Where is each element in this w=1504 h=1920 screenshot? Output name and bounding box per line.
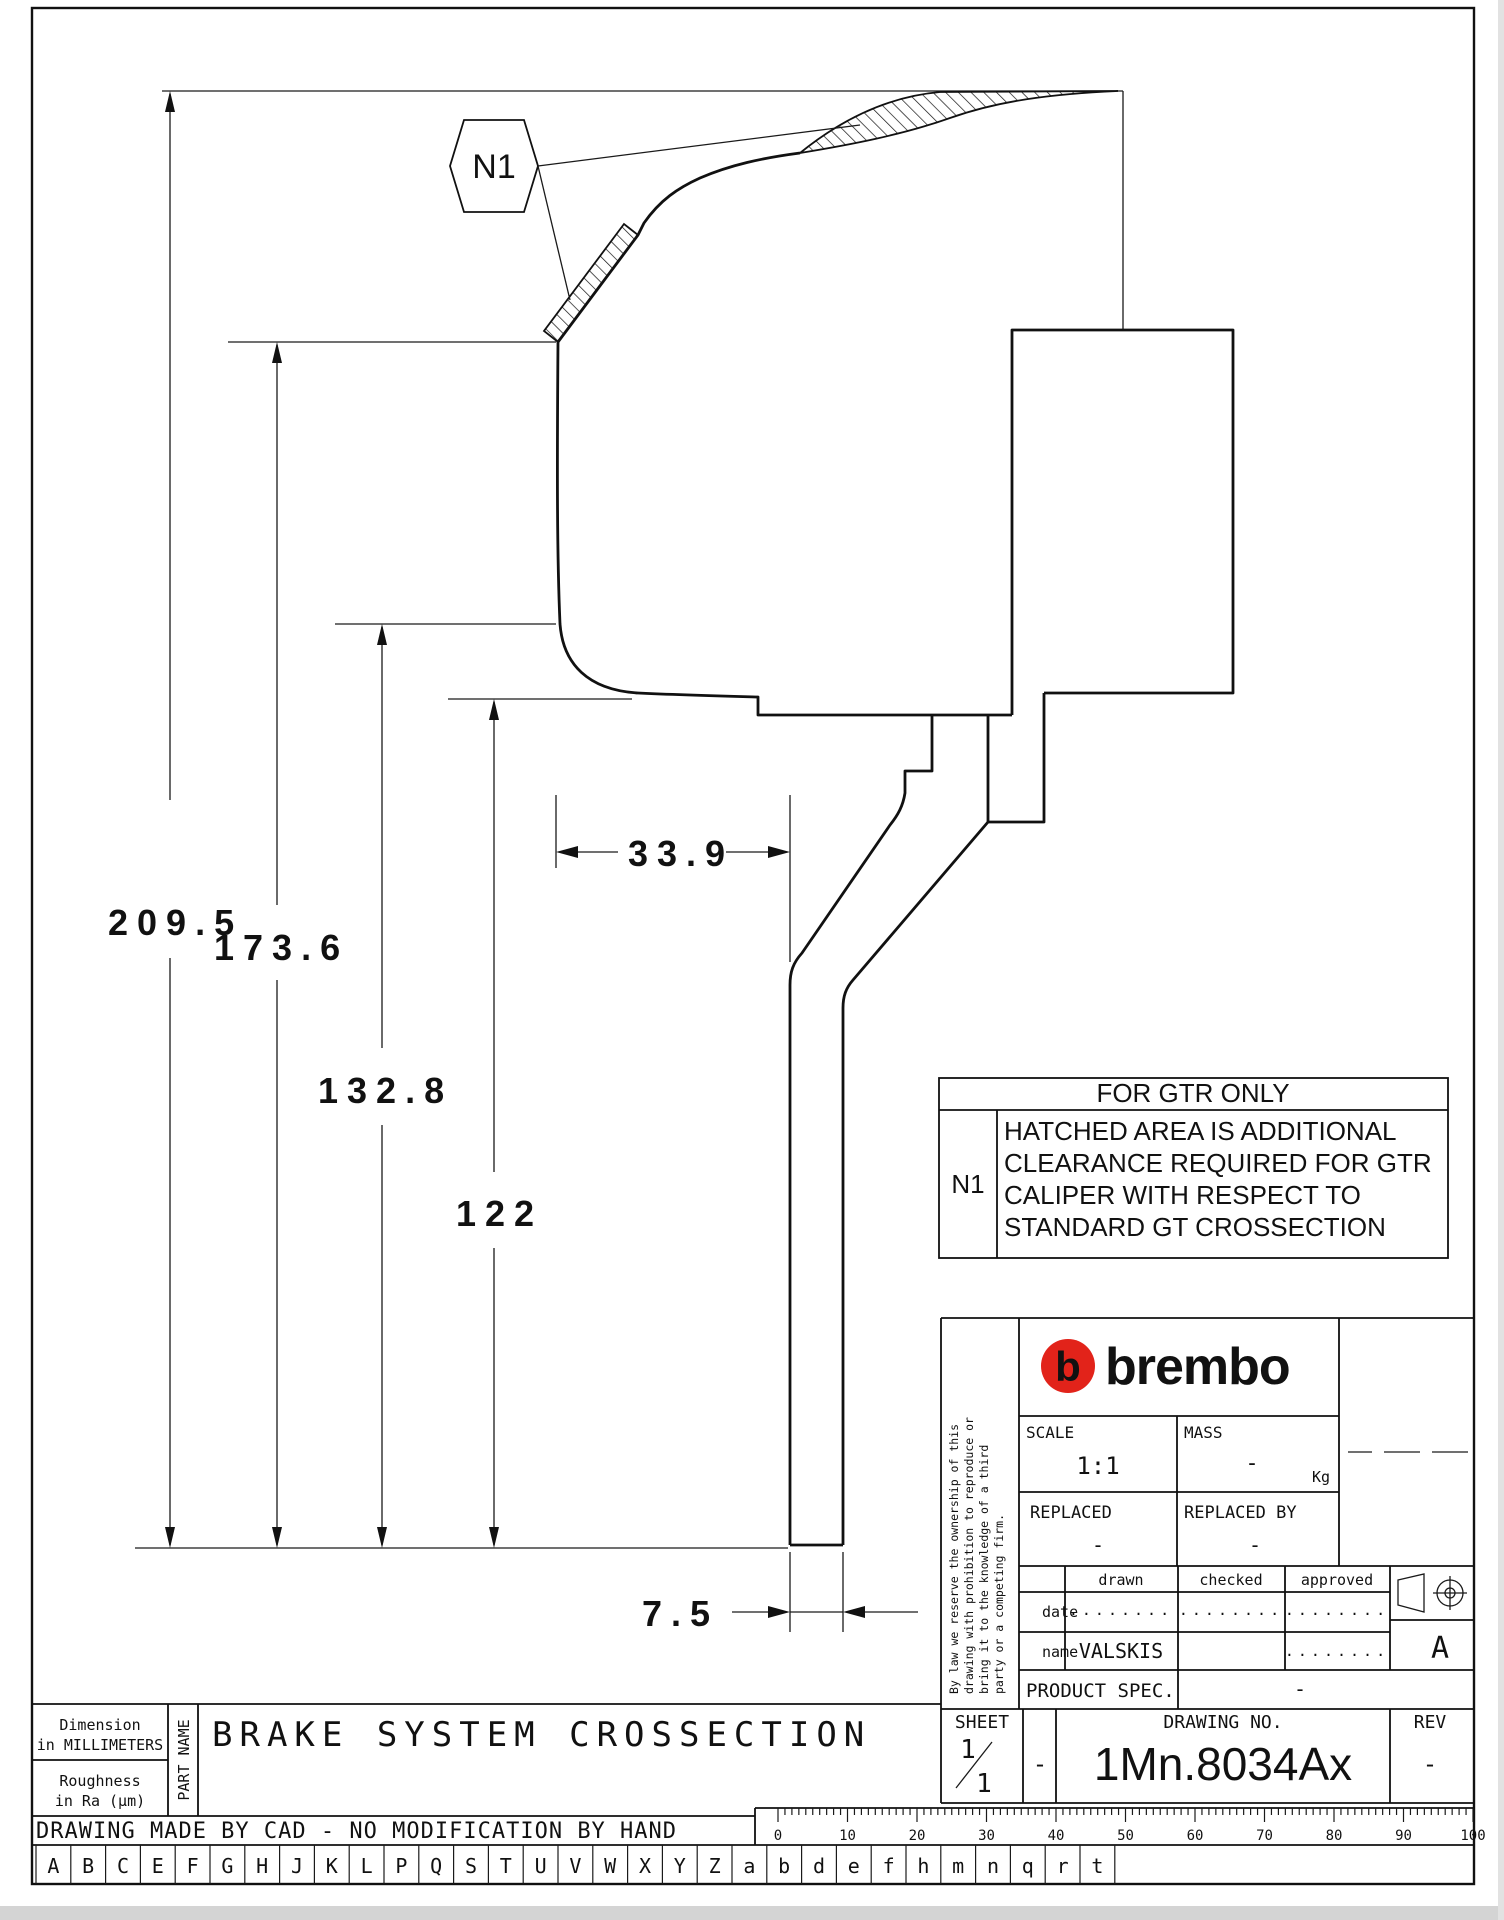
revision-letter: K <box>325 1854 338 1878</box>
dim-33-ext <box>556 795 790 962</box>
top-extension-line <box>162 91 1123 330</box>
format-letter: A <box>1430 1631 1450 1666</box>
mass-label: MASS <box>1184 1423 1223 1442</box>
revision-letter: Z <box>708 1854 721 1878</box>
revision-letter: a <box>743 1854 756 1878</box>
revision-letter-strip <box>32 1845 1474 1884</box>
scale-label: SCALE <box>1026 1423 1075 1442</box>
sheet-fraction <box>956 1735 992 1799</box>
revision-letter: m <box>952 1854 965 1878</box>
mass-value: - <box>1245 1451 1259 1476</box>
roughness-note: in Ra (μm) <box>54 1792 146 1810</box>
gtr-note-line: HATCHED AREA IS ADDITIONAL <box>1004 1116 1397 1146</box>
svg-text:party or a competing firm.: party or a competing firm. <box>992 1513 1006 1694</box>
legal-text <box>947 1417 1006 1694</box>
n1-leader-band <box>538 166 570 300</box>
cad-note: DRAWING MADE BY CAD - NO MODIFICATION BY HAND <box>36 1819 678 1844</box>
dim-173-label: 173.6 <box>214 927 350 968</box>
revision-letter: U <box>534 1854 547 1878</box>
product-spec-value: - <box>1293 1677 1307 1701</box>
ruler-label: 0 <box>773 1828 783 1844</box>
revision-letter: n <box>986 1854 1000 1878</box>
dimension-note: Dimension <box>59 1716 141 1734</box>
gtr-note-title: FOR GTR ONLY <box>1096 1078 1290 1108</box>
revision-letter: e <box>847 1854 860 1878</box>
disc-upper-profile <box>558 153 800 342</box>
gtr-note-line: STANDARD GT CROSSECTION <box>1004 1212 1386 1242</box>
n1-flag-label: N1 <box>472 148 516 186</box>
revision-letter: C <box>116 1854 130 1878</box>
sheet-label: SHEET <box>954 1712 1010 1733</box>
ruler-label: 80 <box>1325 1828 1343 1844</box>
rev-label: REV <box>1413 1712 1447 1733</box>
replaced-by-value: - <box>1248 1533 1262 1557</box>
gtr-clearance-hatch-band <box>544 224 638 342</box>
date-drawn: ........ <box>1068 1601 1174 1619</box>
dimension-note: in MILLIMETERS <box>36 1736 164 1754</box>
approved-label: approved <box>1300 1571 1374 1589</box>
ruler-label: 70 <box>1256 1828 1273 1844</box>
revision-letter: r <box>1056 1854 1069 1878</box>
svg-text:By law we reserve the ownershi: By law we reserve the ownership of this <box>947 1423 961 1694</box>
ruler-label: 30 <box>978 1828 995 1844</box>
ruler-label: 40 <box>1047 1828 1065 1844</box>
scale-value: 1:1 <box>1076 1452 1120 1480</box>
revision-letter: d <box>812 1854 826 1878</box>
svg-text:bring it to the knowledge of a: bring it to the knowledge of a third <box>977 1444 991 1694</box>
mass-unit: Kg <box>1312 1468 1331 1486</box>
product-spec-label: PRODUCT SPEC. <box>1026 1680 1175 1702</box>
brembo-wordmark: brembo <box>1105 1338 1290 1396</box>
date-label: date <box>1042 1603 1079 1621</box>
gtr-note-line: CLEARANCE REQUIRED FOR GTR <box>1004 1148 1432 1178</box>
gtr-note-table <box>939 1078 1448 1258</box>
dim-132-label: 132.8 <box>318 1070 454 1111</box>
revision-letter: P <box>395 1854 408 1878</box>
revision-letter: J <box>290 1854 304 1878</box>
disc-left-and-bottom <box>557 342 1012 715</box>
revision-letter: f <box>882 1854 895 1878</box>
name-label: name <box>1042 1643 1079 1661</box>
ruler-label: 10 <box>839 1828 856 1844</box>
ruler-label: 20 <box>908 1828 926 1844</box>
brembo-logo <box>1041 1338 1290 1396</box>
revision-letter: E <box>151 1854 164 1878</box>
dim-33-label: 33.9 <box>628 833 735 874</box>
revision-letter: B <box>82 1854 95 1878</box>
ruler-label: 50 <box>1117 1828 1134 1844</box>
replaced-by-label: REPLACED BY <box>1184 1503 1297 1523</box>
revision-letter: T <box>499 1854 512 1878</box>
revision-letter: t <box>1091 1854 1104 1878</box>
page-edge-shadow <box>1498 0 1504 1920</box>
replaced-label: REPLACED <box>1030 1503 1112 1523</box>
roughness-note: Roughness <box>59 1772 141 1790</box>
revision-letter: H <box>256 1854 269 1878</box>
svg-text:drawing with prohibition to re: drawing with prohibition to reproduce or <box>962 1417 976 1694</box>
svg-text:1: 1 <box>976 1769 992 1799</box>
date-checked: ........ <box>1178 1601 1284 1619</box>
revision-letter: F <box>186 1854 199 1878</box>
caliper-outline <box>988 330 1233 822</box>
part-name-label: PART NAME <box>175 1719 193 1801</box>
part-cross-section <box>162 91 1233 1545</box>
revision-letter: X <box>638 1854 652 1878</box>
revision-letter: h <box>917 1854 930 1878</box>
svg-text:1: 1 <box>960 1735 976 1765</box>
scale-ruler <box>774 1808 1486 1844</box>
dim-75-label: 7.5 <box>642 1593 720 1634</box>
revision-letter: Y <box>673 1854 686 1878</box>
revision-letter: G <box>221 1854 234 1878</box>
date-approved: ........ <box>1284 1601 1390 1619</box>
ruler-label: 90 <box>1395 1828 1412 1844</box>
gtr-note-line: CALIPER WITH RESPECT TO <box>1004 1180 1361 1210</box>
ruler-label: 100 <box>1460 1828 1486 1844</box>
dimensions <box>108 91 918 1634</box>
name-drawn: VALSKIS <box>1078 1639 1164 1663</box>
revision-letter: A <box>47 1854 60 1878</box>
dim-209-label: 209.5 <box>108 902 244 943</box>
ruler-label: 60 <box>1186 1828 1204 1844</box>
revision-letter: b <box>778 1854 791 1878</box>
revision-letter: S <box>464 1854 478 1878</box>
part-title: BRAKE SYSTEM CROSSECTION <box>212 1715 872 1755</box>
title-block <box>941 1318 1474 1803</box>
replaced-value: - <box>1091 1533 1105 1557</box>
hat-outer-profile <box>790 715 932 1545</box>
revision-letter: Q <box>430 1854 443 1878</box>
revision-letter: V <box>569 1854 582 1878</box>
revision-letter: q <box>1021 1854 1034 1878</box>
page-edge-shadow <box>0 1906 1504 1920</box>
drawing-no-value: 1Mn.8034Ax <box>1093 1738 1353 1790</box>
name-approved: ........ <box>1284 1642 1390 1660</box>
drawn-label: drawn <box>1098 1571 1144 1589</box>
revision-letter: W <box>604 1854 617 1878</box>
svg-text:b: b <box>1055 1343 1081 1390</box>
gtr-clearance-hatch-top <box>800 91 1118 153</box>
dim-122-label: 122 <box>456 1193 544 1234</box>
first-angle-projection-icon <box>1398 1574 1467 1612</box>
revision-letter: L <box>360 1854 373 1878</box>
dim-75-ext <box>790 1552 843 1632</box>
sheet-dash: - <box>1032 1750 1048 1778</box>
rev-value: - <box>1422 1750 1438 1778</box>
checked-label: checked <box>1199 1571 1263 1589</box>
gtr-note-flag: N1 <box>951 1169 985 1199</box>
drawing-no-label: DRAWING NO. <box>1163 1712 1283 1733</box>
